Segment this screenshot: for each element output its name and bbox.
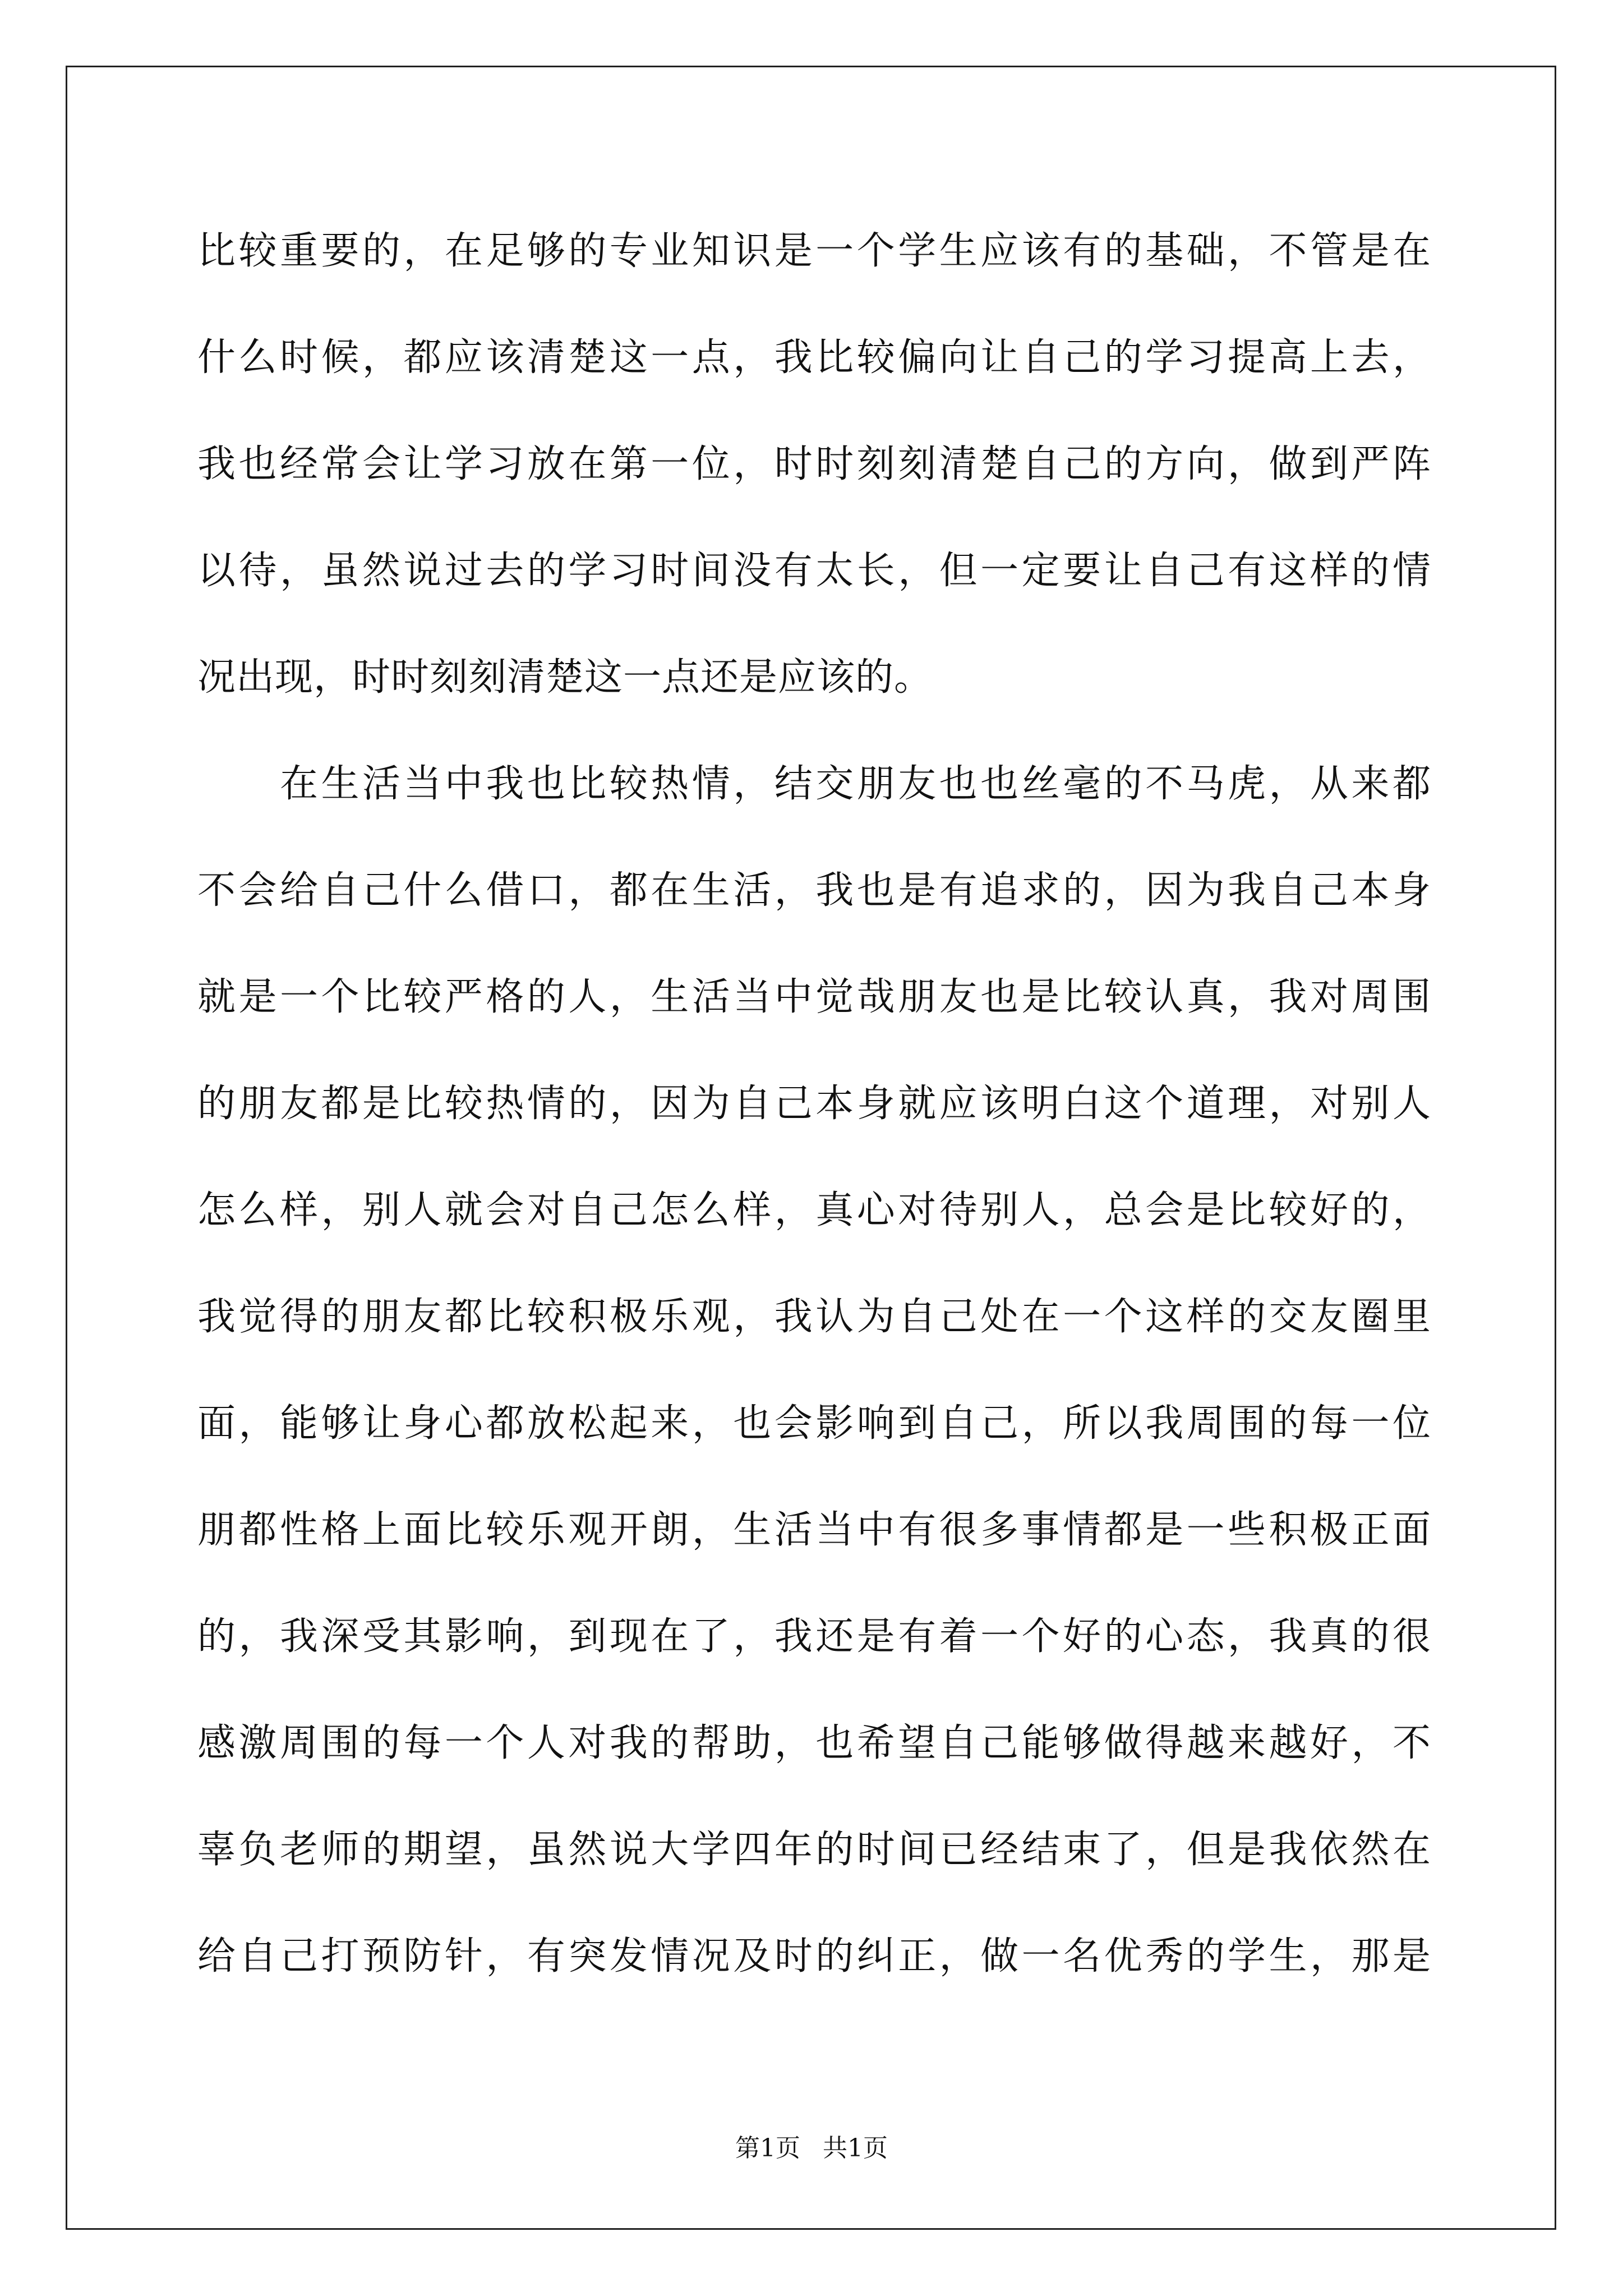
text-line: 给自己打预防针，有突发情况及时的纠正，做一名优秀的学生，那是 bbox=[197, 1934, 1431, 1978]
text-line: 况出现，时时刻刻清楚这一点还是应该的。 bbox=[197, 655, 933, 700]
document-body bbox=[197, 218, 1431, 2030]
text-line: 的朋友都是比较热情的，因为自己本身就应该明白这个道理，对别人 bbox=[197, 1082, 1431, 1126]
text-line: 就是一个比较严格的人，生活当中觉哉朋友也是比较认真，我对周围 bbox=[197, 975, 1431, 1019]
text-line: 以待，虽然说过去的学习时间没有太长，但一定要让自己有这样的情 bbox=[197, 549, 1431, 593]
text-line: 比较重要的，在足够的专业知识是一个学生应该有的基础，不管是在 bbox=[197, 229, 1431, 273]
text-line: 什么时候，都应该清楚这一点，我比较偏向让自己的学习提高上去， bbox=[197, 335, 1431, 380]
text-line: 不会给自己什么借口，都在生活，我也是有追求的，因为我自己本身 bbox=[197, 868, 1431, 913]
text-line: 朋都性格上面比较乐观开朗，生活当中有很多事情都是一些积极正面 bbox=[197, 1508, 1431, 1552]
page-total: 共1页 bbox=[823, 2134, 888, 2162]
text-line: 面，能够让身心都放松起来，也会影响到自己，所以我周围的每一位 bbox=[197, 1401, 1431, 1446]
page-footer bbox=[0, 2132, 1623, 2165]
text-line: 的，我深受其影响，到现在了，我还是有着一个好的心态，我真的很 bbox=[197, 1614, 1431, 1659]
text-line: 在生活当中我也比较热情，结交朋友也也丝毫的不马虎，从来都 bbox=[197, 762, 1431, 806]
text-line: 我也经常会让学习放在第一位，时时刻刻清楚自己的方向，做到严阵 bbox=[197, 442, 1431, 486]
page-number: 第1页 bbox=[735, 2134, 800, 2162]
text-line: 怎么样，别人就会对自己怎么样，真心对待别人，总会是比较好的， bbox=[197, 1188, 1431, 1232]
text-line: 我觉得的朋友都比较积极乐观，我认为自己处在一个这样的交友圈里 bbox=[197, 1295, 1431, 1339]
text-line: 辜负老师的期望，虽然说大学四年的时间已经结束了，但是我依然在 bbox=[197, 1828, 1431, 1872]
text-line: 感激周围的每一个人对我的帮助，也希望自己能够做得越来越好，不 bbox=[197, 1721, 1431, 1765]
